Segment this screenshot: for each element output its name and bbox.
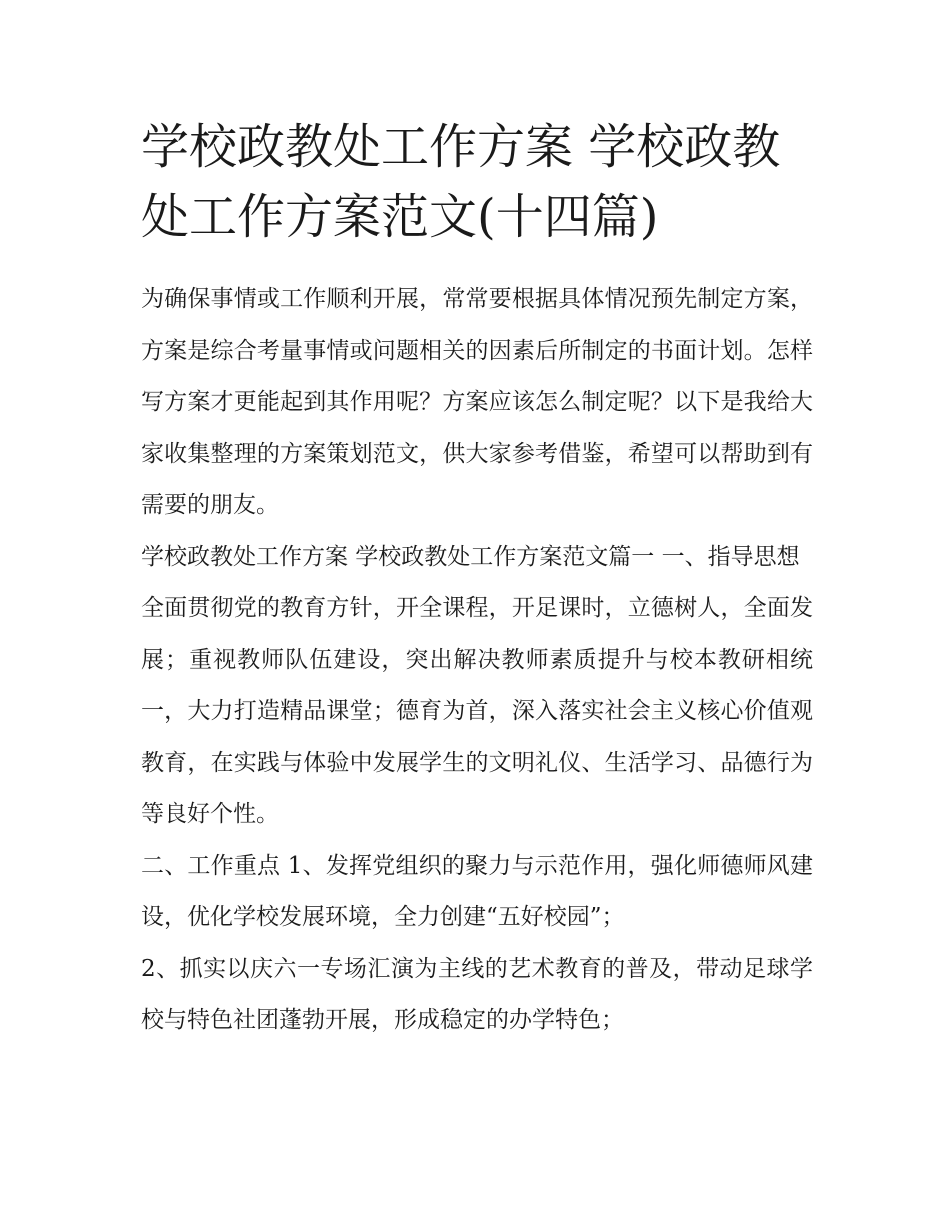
paragraph-guiding-ideology: 全面贯彻党的教育方针，开全课程，开足课时，立德树人，全面发展；重视教师队伍建设，突出解决教师素质提升与校本教研相统一，大力打造精品课堂；德育为首，深入落实社会主义核心价值观教育，在实践与体验中发展学生的文明礼仪、生活学习、品德行为等良好个性。 — [141, 595, 813, 827]
document-page — [141, 112, 813, 1047]
paragraph-intro: 为确保事情或工作顺利开展，常常要根据具体情况预先制定方案，方案是综合考量事情或问题相关的因素后所制定的书面计划。怎样写方案才更能起到其作用呢？方案应该怎么制定呢？以下是我给大家收集整理的方案策划范文，供大家参考借鉴，希望可以帮助到有需要的朋友。 — [141, 286, 813, 518]
document-title: 学校政教处工作方案 学校政教处工作方案范文(十四篇) — [141, 119, 781, 245]
paragraph-work-focus-1: 二、工作重点 1、发挥党组织的聚力与示范作用，强化师德师风建设，优化学校发展环境，全力创建“五好校园”； — [141, 852, 813, 930]
paragraph-work-focus-2: 2、抓实以庆六一专场汇演为主线的艺术教育的普及，带动足球学校与特色社团蓬勃开展，形成稳定的办学特色； — [141, 955, 813, 1033]
paragraph-section-heading: 学校政教处工作方案 学校政教处工作方案范文篇一 一、指导思想 — [141, 543, 800, 570]
